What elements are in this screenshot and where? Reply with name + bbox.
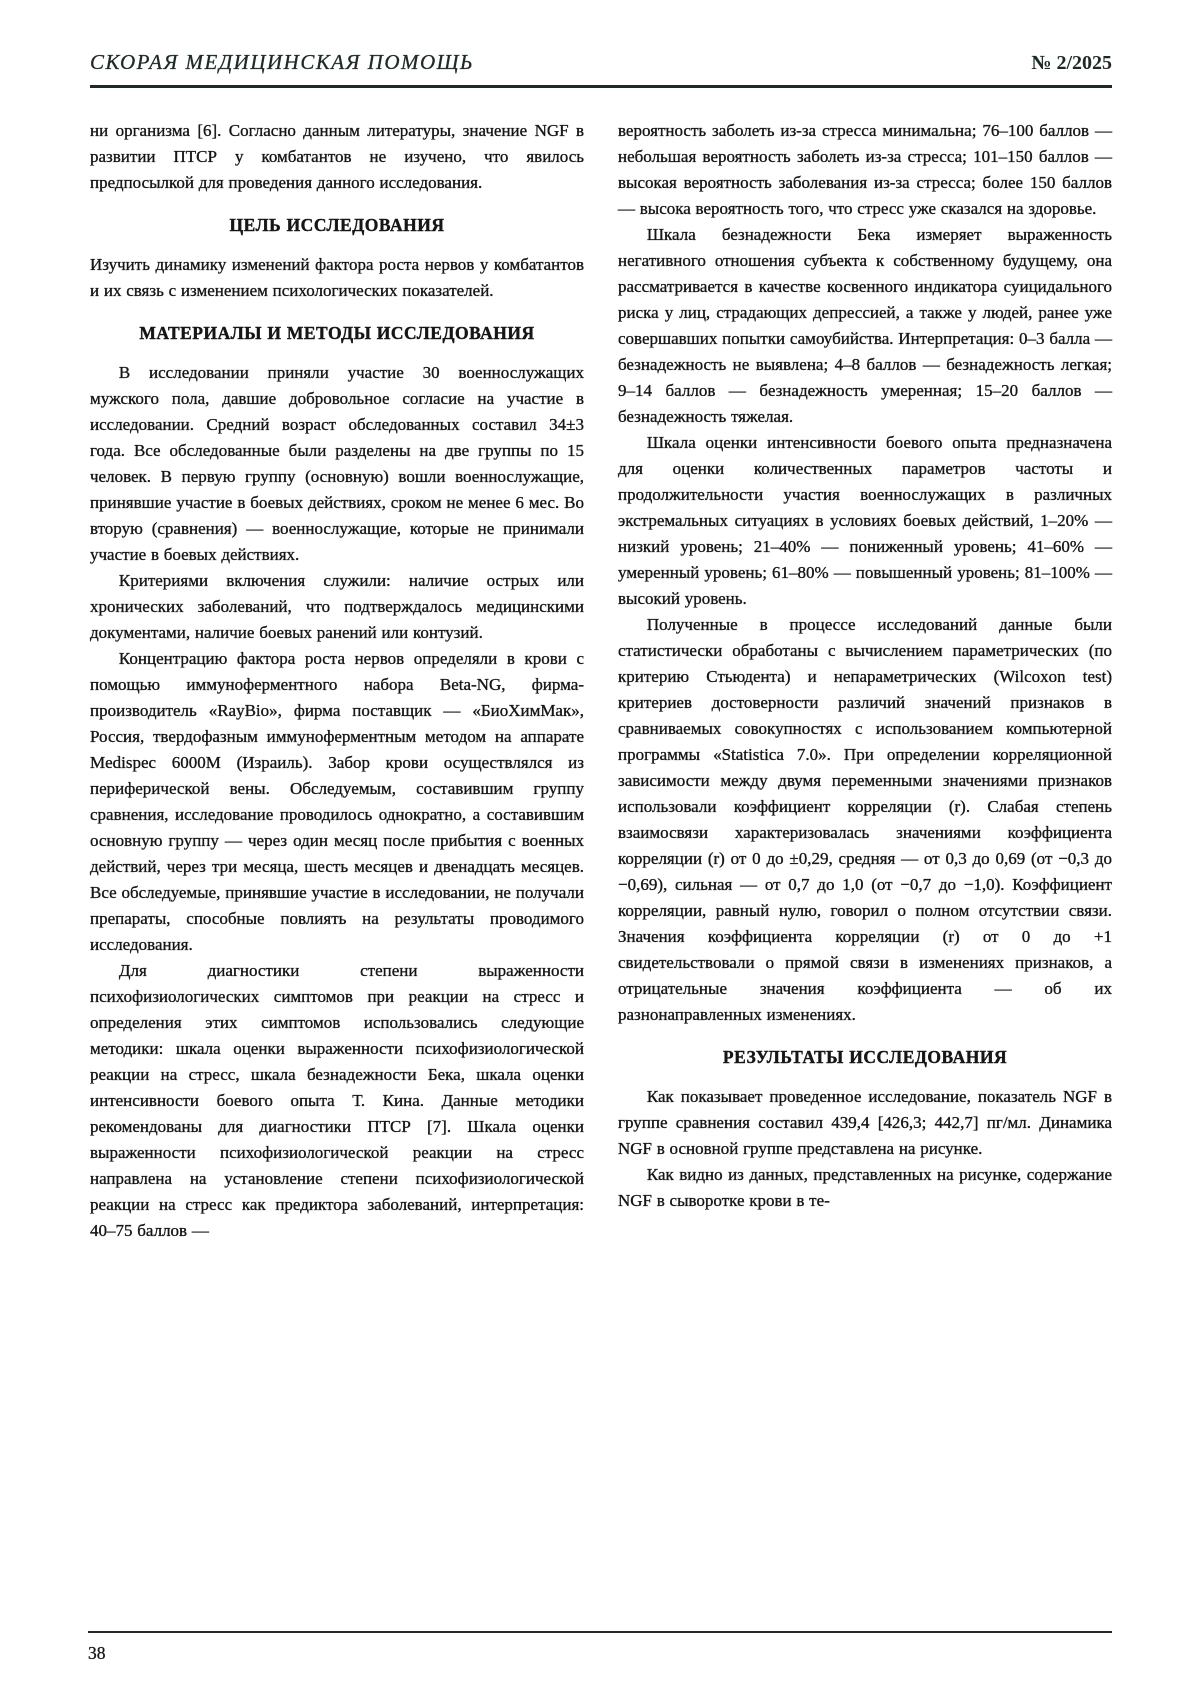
paragraph-intro-continuation: ни организма [6]. Согласно данным литературы, значение NGF в развитии ПТСР у комбатантов не изучено, что явилось предпосылкой для проведения данного исследования. bbox=[90, 121, 584, 192]
column-right bbox=[618, 118, 1112, 1244]
page-footer bbox=[88, 1631, 1112, 1664]
section-heading-results: РЕЗУЛЬТАТЫ ИССЛЕДОВАНИЯ bbox=[722, 1047, 1008, 1067]
column-left bbox=[90, 118, 584, 1244]
paragraph-statistics: Полученные в процессе исследований данные были статистически обработаны с вычислением параметрических (по критерию Стьюдента) и непараметрических (Wilcoxon test) критериев достоверности различий значений признаков в сравниваемых совокупностях с использованием компьютерной программы «Statistica 7.0». При определении корреляционной зависимости между двумя переменными значениями признаков использовали коэффициент корреляции (r). Слабая степень взаимосвязи характеризовалась значениями коэффициента корреляции (r) от 0 до ±0,29, средняя — от 0,3 до 0,69 (от −0,3 до −0,69), сильная — от 0,7 до 1,0 (от −0,7 до −1,0). Коэффициент корреляции, равный нулю, говорил о полном отсутствии связи. Значения коэффициента корреляции (r) от 0 до +1 свидетельствовали о прямой связи в изменениях признаков, а отрицательные значения коэффициента — об их разнонаправленных изменениях. bbox=[618, 615, 1112, 1024]
paragraph-stress-scale-continuation: вероятность заболеть из-за стресса минимальна; 76–100 баллов — небольшая вероятность заболеть из-за стресса; 101–150 баллов — высокая вероятность заболевания из-за стресса; более 150 баллов — высока вероятность того, что стресс уже сказался на здоровье. bbox=[618, 121, 1112, 218]
paragraph-results-2: Как видно из данных, представленных на рисунке, содержание NGF в сыворотке крови в те- bbox=[618, 1165, 1112, 1210]
page-header bbox=[90, 50, 1112, 88]
paragraph-criteria: Критериями включения служили: наличие острых или хронических заболеваний, что подтверждалось медицинскими документами, наличие боевых ранений или контузий. bbox=[90, 571, 584, 642]
section-heading-methods: МАТЕРИАЛЫ И МЕТОДЫ ИССЛЕДОВАНИЯ bbox=[139, 323, 535, 343]
paragraph-participants: В исследовании приняли участие 30 военнослужащих мужского пола, давшие добровольное согласие на участие в исследовании. Средний возраст обследованных составил 34±3 года. Все обследованные были разделены на две группы по 15 человек. В первую группу (основную) вошли военнослужащие, принявшие участие в боевых действиях, сроком не менее 6 мес. Во вторую (сравнения) — военнослужащие, которые не принимали участие в боевых действиях. bbox=[90, 363, 584, 564]
paragraph-results-1: Как показывает проведенное исследование, показатель NGF в группе сравнения составил 439,4 [426,3; 442,7] пг/мл. Динамика NGF в основной группе представлена на рисунке. bbox=[618, 1087, 1112, 1158]
paragraph-beck-scale: Шкала безнадежности Бека измеряет выраженность негативного отношения субъекта к собственному будущему, она рассматривается в качестве косвенного индикатора суицидального риска у лиц, страдающих депрессией, а также у людей, ранее уже совершавших попытки самоубийства. Интерпретация: 0–3 балла — безнадежность не выявлена; 4–8 баллов — безнадежность легкая; 9–14 баллов — безнадежность умеренная; 15–20 баллов — безнадежность тяжелая. bbox=[618, 225, 1112, 426]
article-body bbox=[90, 118, 1112, 1244]
issue-number: № 2/2025 bbox=[1031, 52, 1112, 74]
paragraph-combat-scale: Шкала оценки интенсивности боевого опыта предназначена для оценки количественных параметров частоты и продолжительности участия военнослужащих в различных экстремальных ситуациях в условиях боевых действий, 1–20% — низкий уровень; 21–40% — пониженный уровень; 41–60% — умеренный уровень; 61–80% — повышенный уровень; 81–100% — высокий уровень. bbox=[618, 433, 1112, 608]
paragraph-psy-methods: Для диагностики степени выраженности психофизиологических симптомов при реакции на стресс и определения этих симптомов использовались следующие методики: шкала оценки выраженности психофизиологической реакции на стресс, шкала безнадежности Бека, шкала оценки интенсивности боевого опыта Т. Кина. Данные методики рекомендованы для диагностики ПТСР [7]. Шкала оценки выраженности психофизиологической реакции на стресс направлена на установление степени психофизиологической реакции на стресс как предиктора заболеваний, интерпретация: 40–75 баллов — bbox=[90, 961, 584, 1240]
section-heading-aim: ЦЕЛЬ ИССЛЕДОВАНИЯ bbox=[229, 215, 445, 235]
page-number: 38 bbox=[88, 1643, 106, 1663]
paragraph-aim: Изучить динамику изменений фактора роста нервов у комбатантов и их связь с изменением психологических показателей. bbox=[90, 255, 584, 300]
journal-title: СКОРАЯ МЕДИЦИНСКАЯ ПОМОЩЬ bbox=[90, 50, 474, 74]
paragraph-assay: Концентрацию фактора роста нервов определяли в крови с помощью иммуноферментного набора Beta-NG, фирма-производитель «RayBio», фирма поставщик — «БиоХимМак», Россия, твердофазным иммуноферментным методом на аппарате Medispec 6000M (Израиль). Забор крови осуществлялся из периферической вены. Обследуемым, составившим группу сравнения, исследование проводилось однократно, а составившим основную группу — через один месяц после прибытия с военных действий, через три месяца, шесть месяцев и двенадцать месяцев. Все обследуемые, принявшие участие в исследовании, не получали препараты, способные повлиять на результаты проводимого исследования. bbox=[90, 649, 584, 954]
